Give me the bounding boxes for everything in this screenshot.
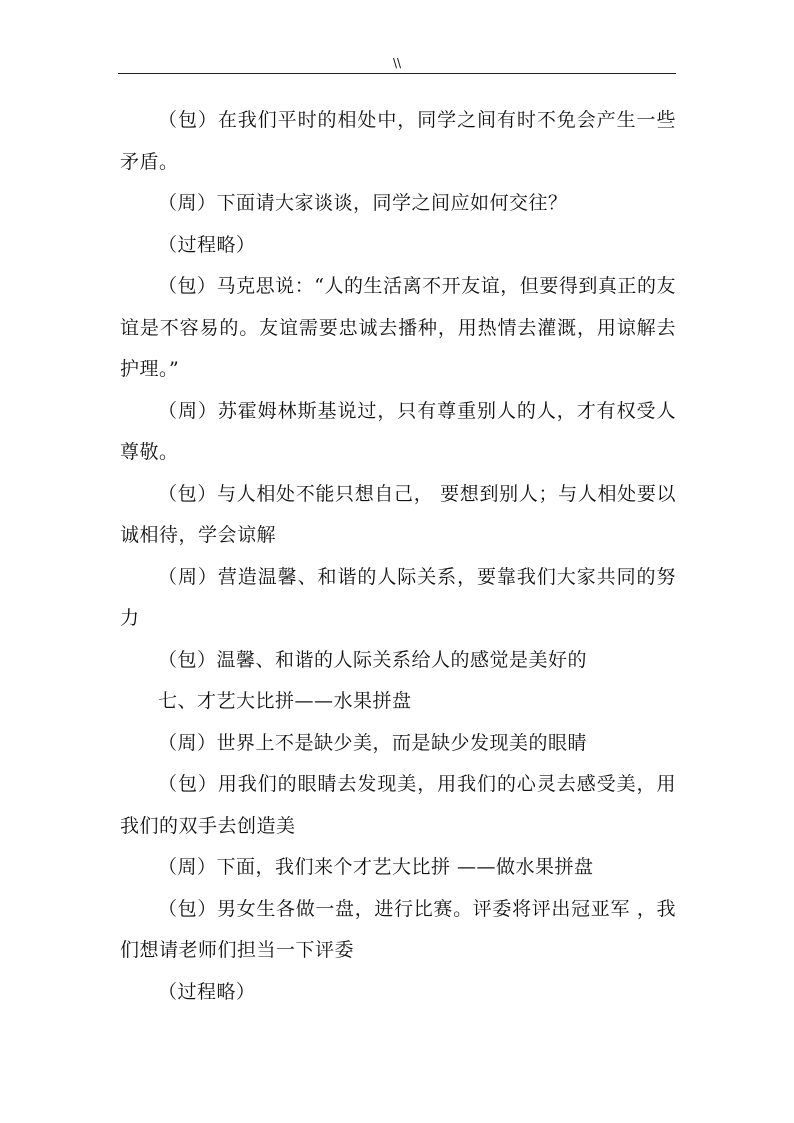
paragraph: （周）苏霍姆林斯基说过，只有尊重别人的人，才有权受人尊敬。 xyxy=(120,399,676,463)
paragraph: （包）男女生各做一盘，进行比赛。评委将评出冠亚军 ，我们想请老师们担当一下评委 xyxy=(120,897,676,961)
document-body xyxy=(120,100,676,1013)
paragraph: （过程略） xyxy=(158,233,256,256)
paragraph: （过程略） xyxy=(158,980,256,1003)
paragraph: （周）营造温馨、和谐的人际关系，要靠我们大家共同的努力 xyxy=(120,565,676,629)
paragraph: （包）用我们的眼睛去发现美，用我们的心灵去感受美，用我们的双手去创造美 xyxy=(120,773,676,837)
header-mark: \\ xyxy=(392,56,402,70)
paragraph: （包）与人相处不能只想自己， 要想到别人；与人相处要以诚相待，学会谅解 xyxy=(120,482,676,546)
paragraph: （包）马克思说：“人的生活离不开友谊，但要得到真正的友谊是不容易的。友谊需要忠诚去播种，用热情去灌溉，用谅解去护理。” xyxy=(120,275,676,380)
paragraph: （包）在我们平时的相处中，同学之间有时不免会产生一些矛盾。 xyxy=(120,109,676,173)
paragraph: （周）下面，我们来个才艺大比拼 ——做水果拼盘 xyxy=(158,856,594,878)
paragraph: （周）下面请大家谈谈，同学之间应如何交往？ xyxy=(158,192,568,214)
page-header xyxy=(118,56,676,74)
section-heading: 七、才艺大比拼——水果拼盘 xyxy=(158,690,412,712)
paragraph: （包）温馨、和谐的人际关系给人的感觉是美好的 xyxy=(158,648,588,671)
paragraph: （周）世界上不是缺少美，而是缺少发现美的眼睛 xyxy=(158,731,588,754)
